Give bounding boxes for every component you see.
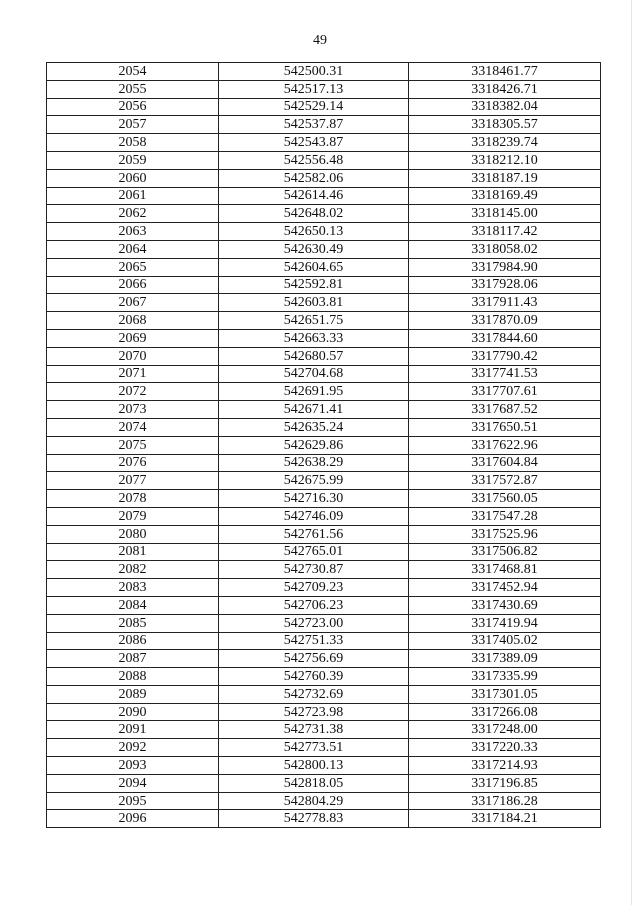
y-coordinate-cell: 3317707.61 [409,383,601,401]
point-number-cell: 2054 [47,63,219,81]
point-number-cell: 2088 [47,668,219,686]
point-number-cell: 2070 [47,347,219,365]
y-coordinate-cell: 3317452.94 [409,579,601,597]
y-coordinate-cell: 3318117.42 [409,223,601,241]
point-number-cell: 2066 [47,276,219,294]
x-coordinate-cell: 542760.39 [219,668,409,686]
y-coordinate-cell: 3317184.21 [409,810,601,828]
y-coordinate-cell: 3318058.02 [409,240,601,258]
table-row [47,668,601,686]
x-coordinate-cell: 542706.23 [219,596,409,614]
y-coordinate-cell: 3317405.02 [409,632,601,650]
x-coordinate-cell: 542723.98 [219,703,409,721]
table-row [47,490,601,508]
y-coordinate-cell: 3317650.51 [409,418,601,436]
x-coordinate-cell: 542778.83 [219,810,409,828]
point-number-cell: 2071 [47,365,219,383]
point-number-cell: 2079 [47,507,219,525]
table-row [47,543,601,561]
table-row [47,312,601,330]
y-coordinate-cell: 3318461.77 [409,63,601,81]
point-number-cell: 2080 [47,525,219,543]
x-coordinate-cell: 542582.06 [219,169,409,187]
table-row [47,721,601,739]
y-coordinate-cell: 3317560.05 [409,490,601,508]
y-coordinate-cell: 3318305.57 [409,116,601,134]
point-number-cell: 2094 [47,774,219,792]
x-coordinate-cell: 542709.23 [219,579,409,597]
x-coordinate-cell: 542723.00 [219,614,409,632]
table-row [47,650,601,668]
point-number-cell: 2063 [47,223,219,241]
x-coordinate-cell: 542716.30 [219,490,409,508]
scan-edge-line [631,0,632,905]
point-number-cell: 2089 [47,685,219,703]
point-number-cell: 2067 [47,294,219,312]
x-coordinate-cell: 542543.87 [219,134,409,152]
point-number-cell: 2073 [47,401,219,419]
x-coordinate-cell: 542730.87 [219,561,409,579]
y-coordinate-cell: 3318187.19 [409,169,601,187]
x-coordinate-cell: 542800.13 [219,757,409,775]
table-row [47,774,601,792]
table-row [47,810,601,828]
y-coordinate-cell: 3317622.96 [409,436,601,454]
table-row [47,757,601,775]
x-coordinate-cell: 542751.33 [219,632,409,650]
table-row [47,401,601,419]
x-coordinate-cell: 542635.24 [219,418,409,436]
point-number-cell: 2083 [47,579,219,597]
x-coordinate-cell: 542675.99 [219,472,409,490]
table-row [47,507,601,525]
table-row [47,98,601,116]
x-coordinate-cell: 542638.29 [219,454,409,472]
point-number-cell: 2069 [47,329,219,347]
table-row [47,685,601,703]
point-number-cell: 2060 [47,169,219,187]
y-coordinate-cell: 3317604.84 [409,454,601,472]
point-number-cell: 2075 [47,436,219,454]
x-coordinate-cell: 542537.87 [219,116,409,134]
x-coordinate-cell: 542704.68 [219,365,409,383]
x-coordinate-cell: 542671.41 [219,401,409,419]
table-row [47,151,601,169]
x-coordinate-cell: 542765.01 [219,543,409,561]
table-row [47,365,601,383]
y-coordinate-cell: 3318426.71 [409,80,601,98]
y-coordinate-cell: 3318145.00 [409,205,601,223]
table-row [47,436,601,454]
y-coordinate-cell: 3317186.28 [409,792,601,810]
y-coordinate-cell: 3318382.04 [409,98,601,116]
table-row [47,454,601,472]
point-number-cell: 2084 [47,596,219,614]
point-number-cell: 2087 [47,650,219,668]
point-number-cell: 2078 [47,490,219,508]
x-coordinate-cell: 542529.14 [219,98,409,116]
y-coordinate-cell: 3318169.49 [409,187,601,205]
y-coordinate-cell: 3317335.99 [409,668,601,686]
x-coordinate-cell: 542680.57 [219,347,409,365]
x-coordinate-cell: 542629.86 [219,436,409,454]
x-coordinate-cell: 542756.69 [219,650,409,668]
table-row [47,294,601,312]
point-number-cell: 2058 [47,134,219,152]
point-number-cell: 2095 [47,792,219,810]
y-coordinate-cell: 3317389.09 [409,650,601,668]
x-coordinate-cell: 542648.02 [219,205,409,223]
table-row [47,63,601,81]
point-number-cell: 2086 [47,632,219,650]
point-number-cell: 2062 [47,205,219,223]
y-coordinate-cell: 3317525.96 [409,525,601,543]
y-coordinate-cell: 3317844.60 [409,329,601,347]
point-number-cell: 2076 [47,454,219,472]
table-row [47,614,601,632]
y-coordinate-cell: 3317911.43 [409,294,601,312]
table-row [47,116,601,134]
point-number-cell: 2081 [47,543,219,561]
point-number-cell: 2092 [47,739,219,757]
x-coordinate-cell: 542604.65 [219,258,409,276]
y-coordinate-cell: 3317984.90 [409,258,601,276]
table-row [47,187,601,205]
y-coordinate-cell: 3317248.00 [409,721,601,739]
x-coordinate-cell: 542732.69 [219,685,409,703]
point-number-cell: 2091 [47,721,219,739]
x-coordinate-cell: 542630.49 [219,240,409,258]
x-coordinate-cell: 542603.81 [219,294,409,312]
y-coordinate-cell: 3317870.09 [409,312,601,330]
x-coordinate-cell: 542691.95 [219,383,409,401]
table-row [47,80,601,98]
table-row [47,525,601,543]
y-coordinate-cell: 3317572.87 [409,472,601,490]
x-coordinate-cell: 542773.51 [219,739,409,757]
x-coordinate-cell: 542650.13 [219,223,409,241]
coordinates-table-body [47,63,601,828]
point-number-cell: 2093 [47,757,219,775]
table-row [47,329,601,347]
point-number-cell: 2096 [47,810,219,828]
point-number-cell: 2064 [47,240,219,258]
y-coordinate-cell: 3318239.74 [409,134,601,152]
y-coordinate-cell: 3317790.42 [409,347,601,365]
table-row [47,632,601,650]
y-coordinate-cell: 3317928.06 [409,276,601,294]
table-row [47,276,601,294]
y-coordinate-cell: 3317214.93 [409,757,601,775]
x-coordinate-cell: 542746.09 [219,507,409,525]
x-coordinate-cell: 542614.46 [219,187,409,205]
table-row [47,472,601,490]
y-coordinate-cell: 3317301.05 [409,685,601,703]
x-coordinate-cell: 542592.81 [219,276,409,294]
point-number-cell: 2090 [47,703,219,721]
point-number-cell: 2061 [47,187,219,205]
point-number-cell: 2065 [47,258,219,276]
table-row [47,579,601,597]
point-number-cell: 2068 [47,312,219,330]
y-coordinate-cell: 3317468.81 [409,561,601,579]
table-row [47,223,601,241]
point-number-cell: 2082 [47,561,219,579]
y-coordinate-cell: 3318212.10 [409,151,601,169]
table-row [47,596,601,614]
table-row [47,418,601,436]
x-coordinate-cell: 542556.48 [219,151,409,169]
y-coordinate-cell: 3317506.82 [409,543,601,561]
point-number-cell: 2074 [47,418,219,436]
y-coordinate-cell: 3317547.28 [409,507,601,525]
y-coordinate-cell: 3317266.08 [409,703,601,721]
x-coordinate-cell: 542731.38 [219,721,409,739]
point-number-cell: 2077 [47,472,219,490]
table-row [47,347,601,365]
table-row [47,258,601,276]
table-row [47,169,601,187]
coordinates-table [46,62,601,828]
y-coordinate-cell: 3317196.85 [409,774,601,792]
x-coordinate-cell: 542818.05 [219,774,409,792]
table-row [47,703,601,721]
x-coordinate-cell: 542651.75 [219,312,409,330]
x-coordinate-cell: 542500.31 [219,63,409,81]
y-coordinate-cell: 3317687.52 [409,401,601,419]
y-coordinate-cell: 3317430.69 [409,596,601,614]
point-number-cell: 2055 [47,80,219,98]
table-row [47,561,601,579]
table-row [47,383,601,401]
page-number: 49 [313,33,327,48]
y-coordinate-cell: 3317741.53 [409,365,601,383]
table-row [47,240,601,258]
x-coordinate-cell: 542663.33 [219,329,409,347]
table-row [47,205,601,223]
point-number-cell: 2059 [47,151,219,169]
point-number-cell: 2056 [47,98,219,116]
point-number-cell: 2085 [47,614,219,632]
x-coordinate-cell: 542804.29 [219,792,409,810]
table-row [47,792,601,810]
table-row [47,134,601,152]
x-coordinate-cell: 542761.56 [219,525,409,543]
point-number-cell: 2072 [47,383,219,401]
table-row [47,739,601,757]
x-coordinate-cell: 542517.13 [219,80,409,98]
y-coordinate-cell: 3317419.94 [409,614,601,632]
point-number-cell: 2057 [47,116,219,134]
y-coordinate-cell: 3317220.33 [409,739,601,757]
